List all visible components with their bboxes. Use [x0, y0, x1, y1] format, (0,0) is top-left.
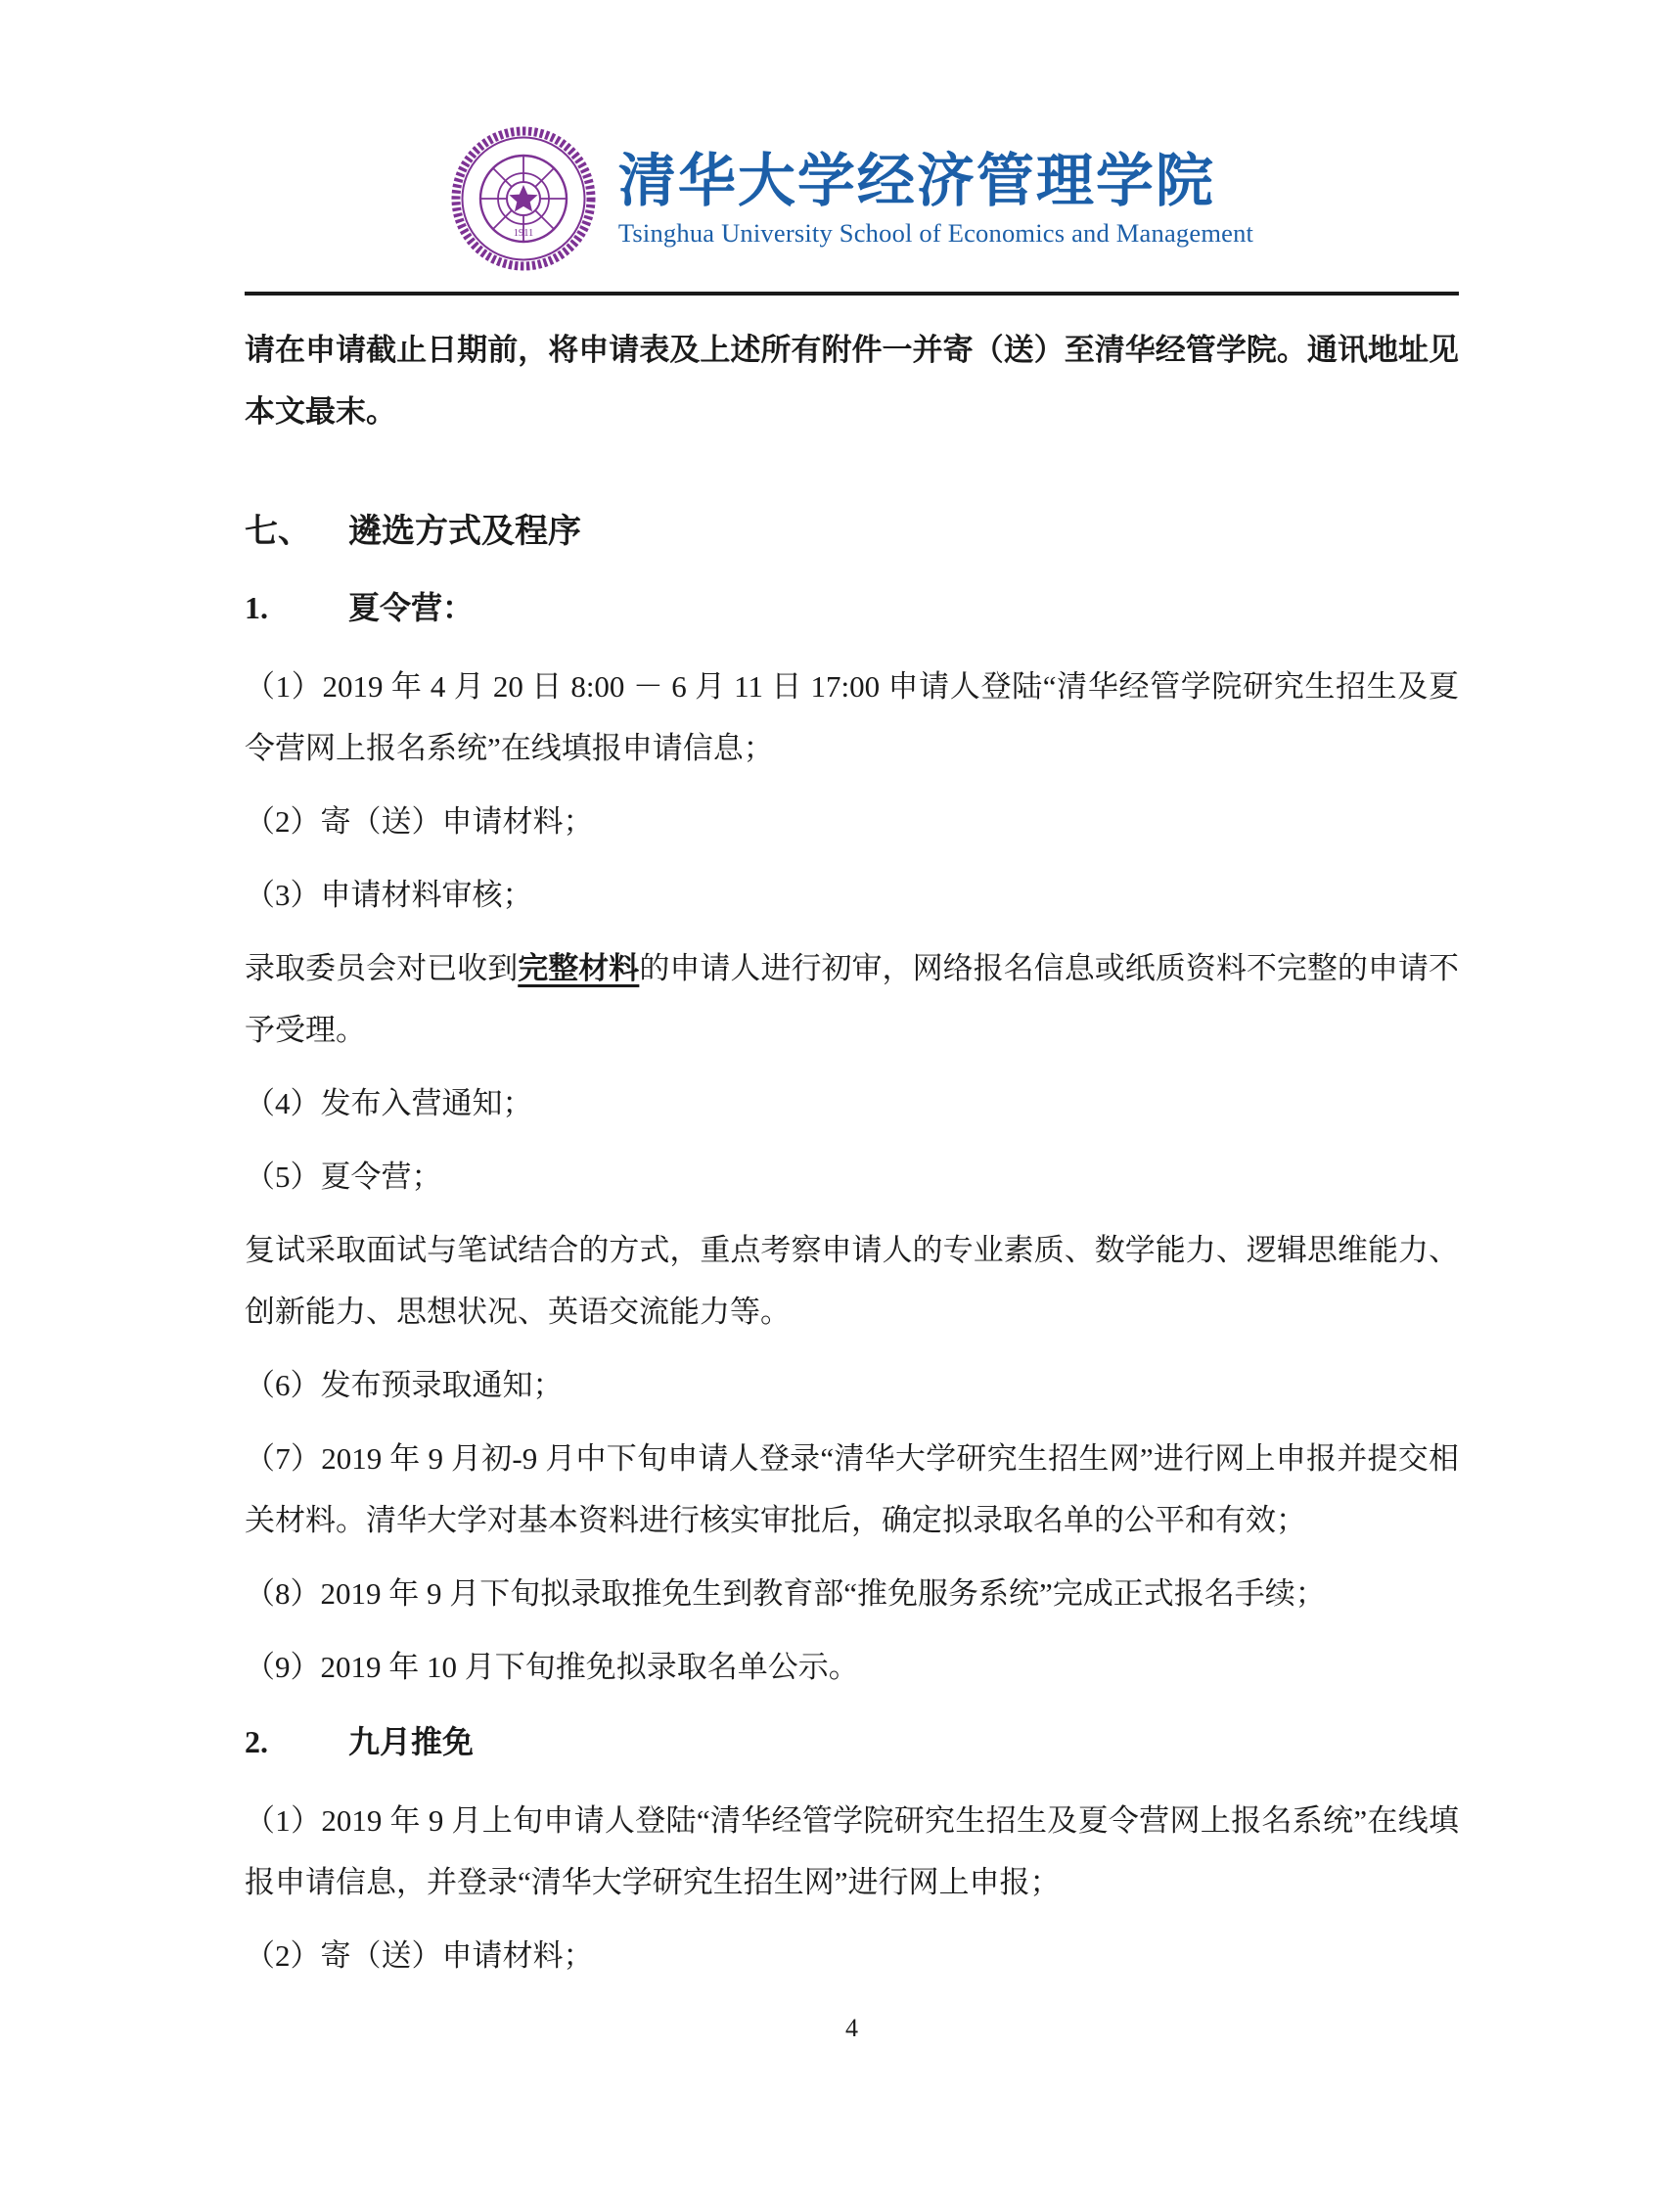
header-rule — [245, 292, 1459, 296]
heading-number: 1. — [245, 590, 268, 625]
document-content — [245, 0, 1459, 1998]
list-item — [245, 791, 1459, 852]
list-item — [245, 1636, 1459, 1698]
text-run: （1）2019 年 9 月上旬申请人登陆“清华经管学院研究生招生及夏令营网上报名系统”在线填报申请信息，并登录“清华大学研究生招生网”进行网上申报； — [245, 1803, 1459, 1899]
heading-number: 2. — [245, 1724, 268, 1759]
list-item — [245, 1146, 1459, 1207]
list-item — [245, 656, 1459, 779]
text-run: 的申请人进行初审，网络报名信息或纸质资料不完整的申请不予受理。 — [245, 951, 1460, 1047]
text-run: （1）2019 年 4 月 20 日 8:00 － 6 月 11 日 17:00 申请人登陆“清华经管学院研究生招生及夏令营网上报名系统”在线填报申请信息； — [245, 669, 1459, 765]
seal-year-label: 1911 — [513, 228, 534, 239]
emphasized-text: 完整材料 — [518, 951, 640, 985]
list-item — [245, 1354, 1459, 1416]
page-number: 4 — [845, 2014, 858, 2042]
list-item — [245, 1925, 1459, 1986]
text-run: （3）申请材料审核； — [245, 878, 533, 912]
text-run: （4）发布入营通知； — [245, 1086, 533, 1120]
text-run: （2）寄（送）申请材料； — [245, 1938, 594, 1973]
text-run: （8）2019 年 9 月下旬拟录取推免生到教育部“推免服务系统”完成正式报名手续； — [245, 1576, 1326, 1611]
page-footer — [245, 2014, 1459, 2043]
text-run: （5）夏令营； — [245, 1160, 442, 1194]
text-run: （6）发布预录取通知； — [245, 1368, 564, 1402]
intro-paragraph: 请在申请截止日期前，将申请表及上述所有附件一并寄（送）至清华经管学院。通讯地址见本文最末。 — [245, 333, 1459, 429]
heading-title: 夏令营： — [348, 590, 475, 625]
tsinghua-seal-icon — [450, 125, 597, 272]
text-run: （7）2019 年 9 月初-9 月中下旬申请人登录“清华大学研究生招生网”进行网上申报并提交相关材料。清华大学对基本资料进行核实审批后，确定拟录取名单的公平和有效； — [245, 1441, 1459, 1537]
section-heading — [245, 499, 1459, 566]
heading-number: 七、 — [245, 514, 311, 550]
subsection-heading — [245, 575, 1459, 640]
school-titles — [618, 149, 1253, 248]
letterhead — [245, 125, 1459, 272]
list-item — [245, 1428, 1459, 1551]
list-item — [245, 1790, 1459, 1913]
list-item — [245, 1563, 1459, 1624]
body-paragraph — [245, 937, 1459, 1061]
subsection-heading — [245, 1709, 1459, 1774]
heading-title: 九月推免 — [348, 1724, 475, 1759]
text-run: 录取委员会对已收到 — [245, 951, 519, 985]
heading-title: 遴选方式及程序 — [348, 514, 581, 550]
list-item — [245, 1072, 1459, 1134]
text-run: 复试采取面试与笔试结合的方式，重点考察申请人的专业素质、数学能力、逻辑思维能力、创新能力、思想状况、英语交流能力等。 — [245, 1233, 1459, 1329]
body-paragraph — [245, 1219, 1459, 1343]
text-run: （9）2019 年 10 月下旬推免拟录取名单公示。 — [245, 1650, 859, 1684]
document-body — [245, 319, 1459, 1986]
school-name-en: Tsinghua University School of Economics and Management — [617, 217, 1254, 248]
school-name-cn: 清华大学经济管理学院 — [617, 149, 1215, 214]
text-run: （2）寄（送）申请材料； — [245, 804, 594, 839]
list-item — [245, 864, 1459, 926]
